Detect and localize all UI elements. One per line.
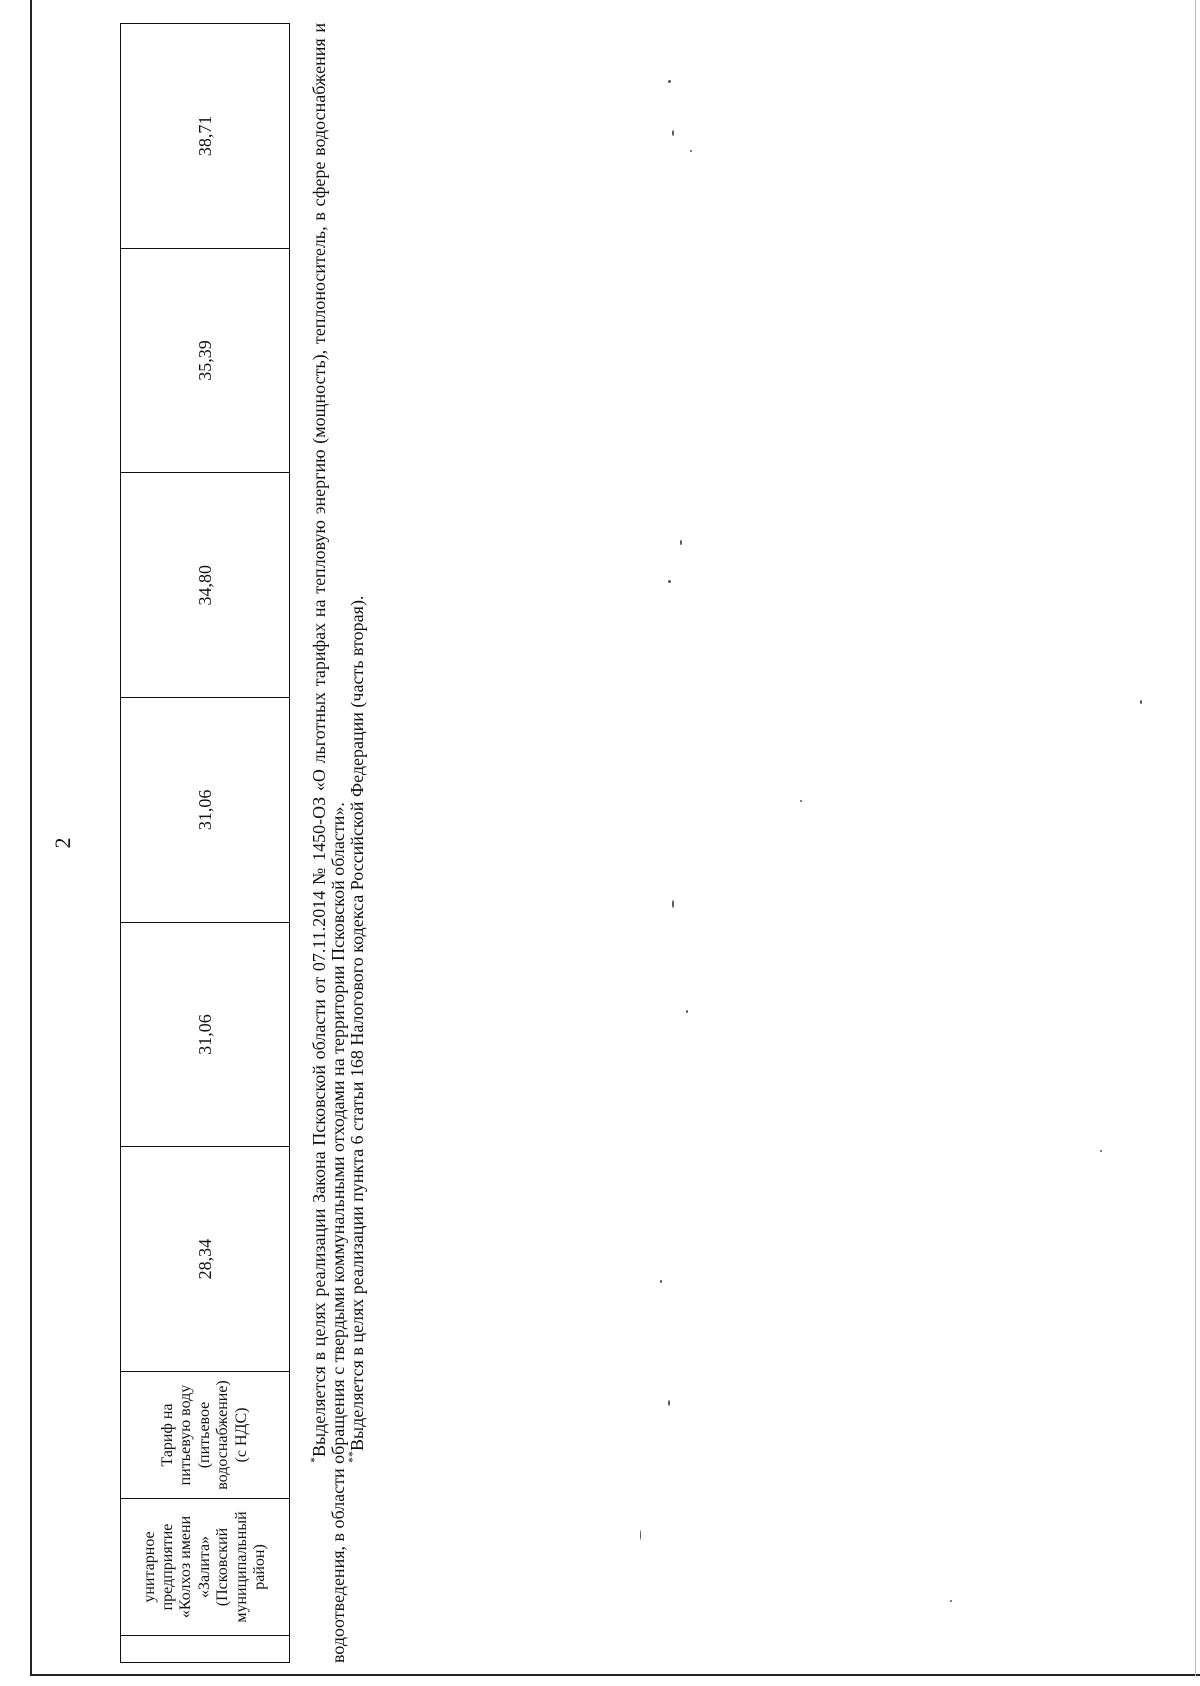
tariff-grid	[120, 23, 290, 1663]
scan-speckle	[950, 1600, 952, 1602]
scan-speckle	[672, 130, 674, 136]
table-cell-organization: унитарное предприятие «Колхоз имени «Залита» (Псковский муниципальный район)	[121, 1499, 290, 1636]
footnote-2-marker: **	[344, 1451, 359, 1463]
page-number: 2	[50, 837, 75, 849]
footnotes	[307, 23, 367, 1663]
scan-speckle	[1100, 1150, 1102, 1152]
table-cell-value: 38,71	[121, 24, 290, 249]
scan-speckle	[690, 150, 692, 152]
table-cell-value: 28,34	[121, 1147, 290, 1372]
scan-speckle	[660, 1280, 662, 1283]
table-cell-value: 35,39	[121, 248, 290, 473]
scan-speckle	[1140, 700, 1142, 704]
scan-speckle	[800, 800, 802, 802]
scan-speckle	[640, 1530, 641, 1540]
footnote-1-text: Выделяется в целях реализации Закона Псковской области от 07.11.2014 № 1450-ОЗ «О льготных тарифах на тепловую энергию (мощность), теплоноситель, в сфере водоснабжения и водоотведения, в области обращения с твердыми коммунальными отходами на территории Псковской области».	[309, 23, 348, 1663]
table-cell-value: 31,06	[121, 922, 290, 1147]
table-cell-value: 31,06	[121, 698, 290, 923]
scan-speckle	[680, 540, 682, 545]
table-cell-value: 34,80	[121, 473, 290, 698]
scan-speckle	[672, 900, 674, 908]
frame-bottom-border	[30, 1674, 1200, 1676]
footnote-2	[344, 23, 367, 1663]
scan-speckle	[668, 1400, 670, 1406]
tariff-table	[120, 23, 290, 1663]
footnote-1-marker: *	[307, 1457, 321, 1463]
rotated-page-content	[50, 23, 1150, 1663]
table-cell-empty	[121, 1636, 290, 1663]
scan-speckle	[686, 1010, 688, 1013]
frame-left-border	[30, 0, 32, 1676]
scan-speckle	[668, 580, 671, 583]
footnote-2-text: Выделяется в целях реализации пункта 6 статьи 168 Налогового кодекса Российской Федерации (часть вторая).	[346, 595, 367, 1451]
footnote-1	[307, 23, 348, 1663]
table-cell-tariff-label: Тариф на питьевую воду (питьевое водоснабжение) (с НДС)	[121, 1372, 290, 1499]
frame-right-border	[1195, 0, 1196, 1676]
scan-speckle	[668, 80, 671, 83]
table-row	[121, 24, 290, 1663]
